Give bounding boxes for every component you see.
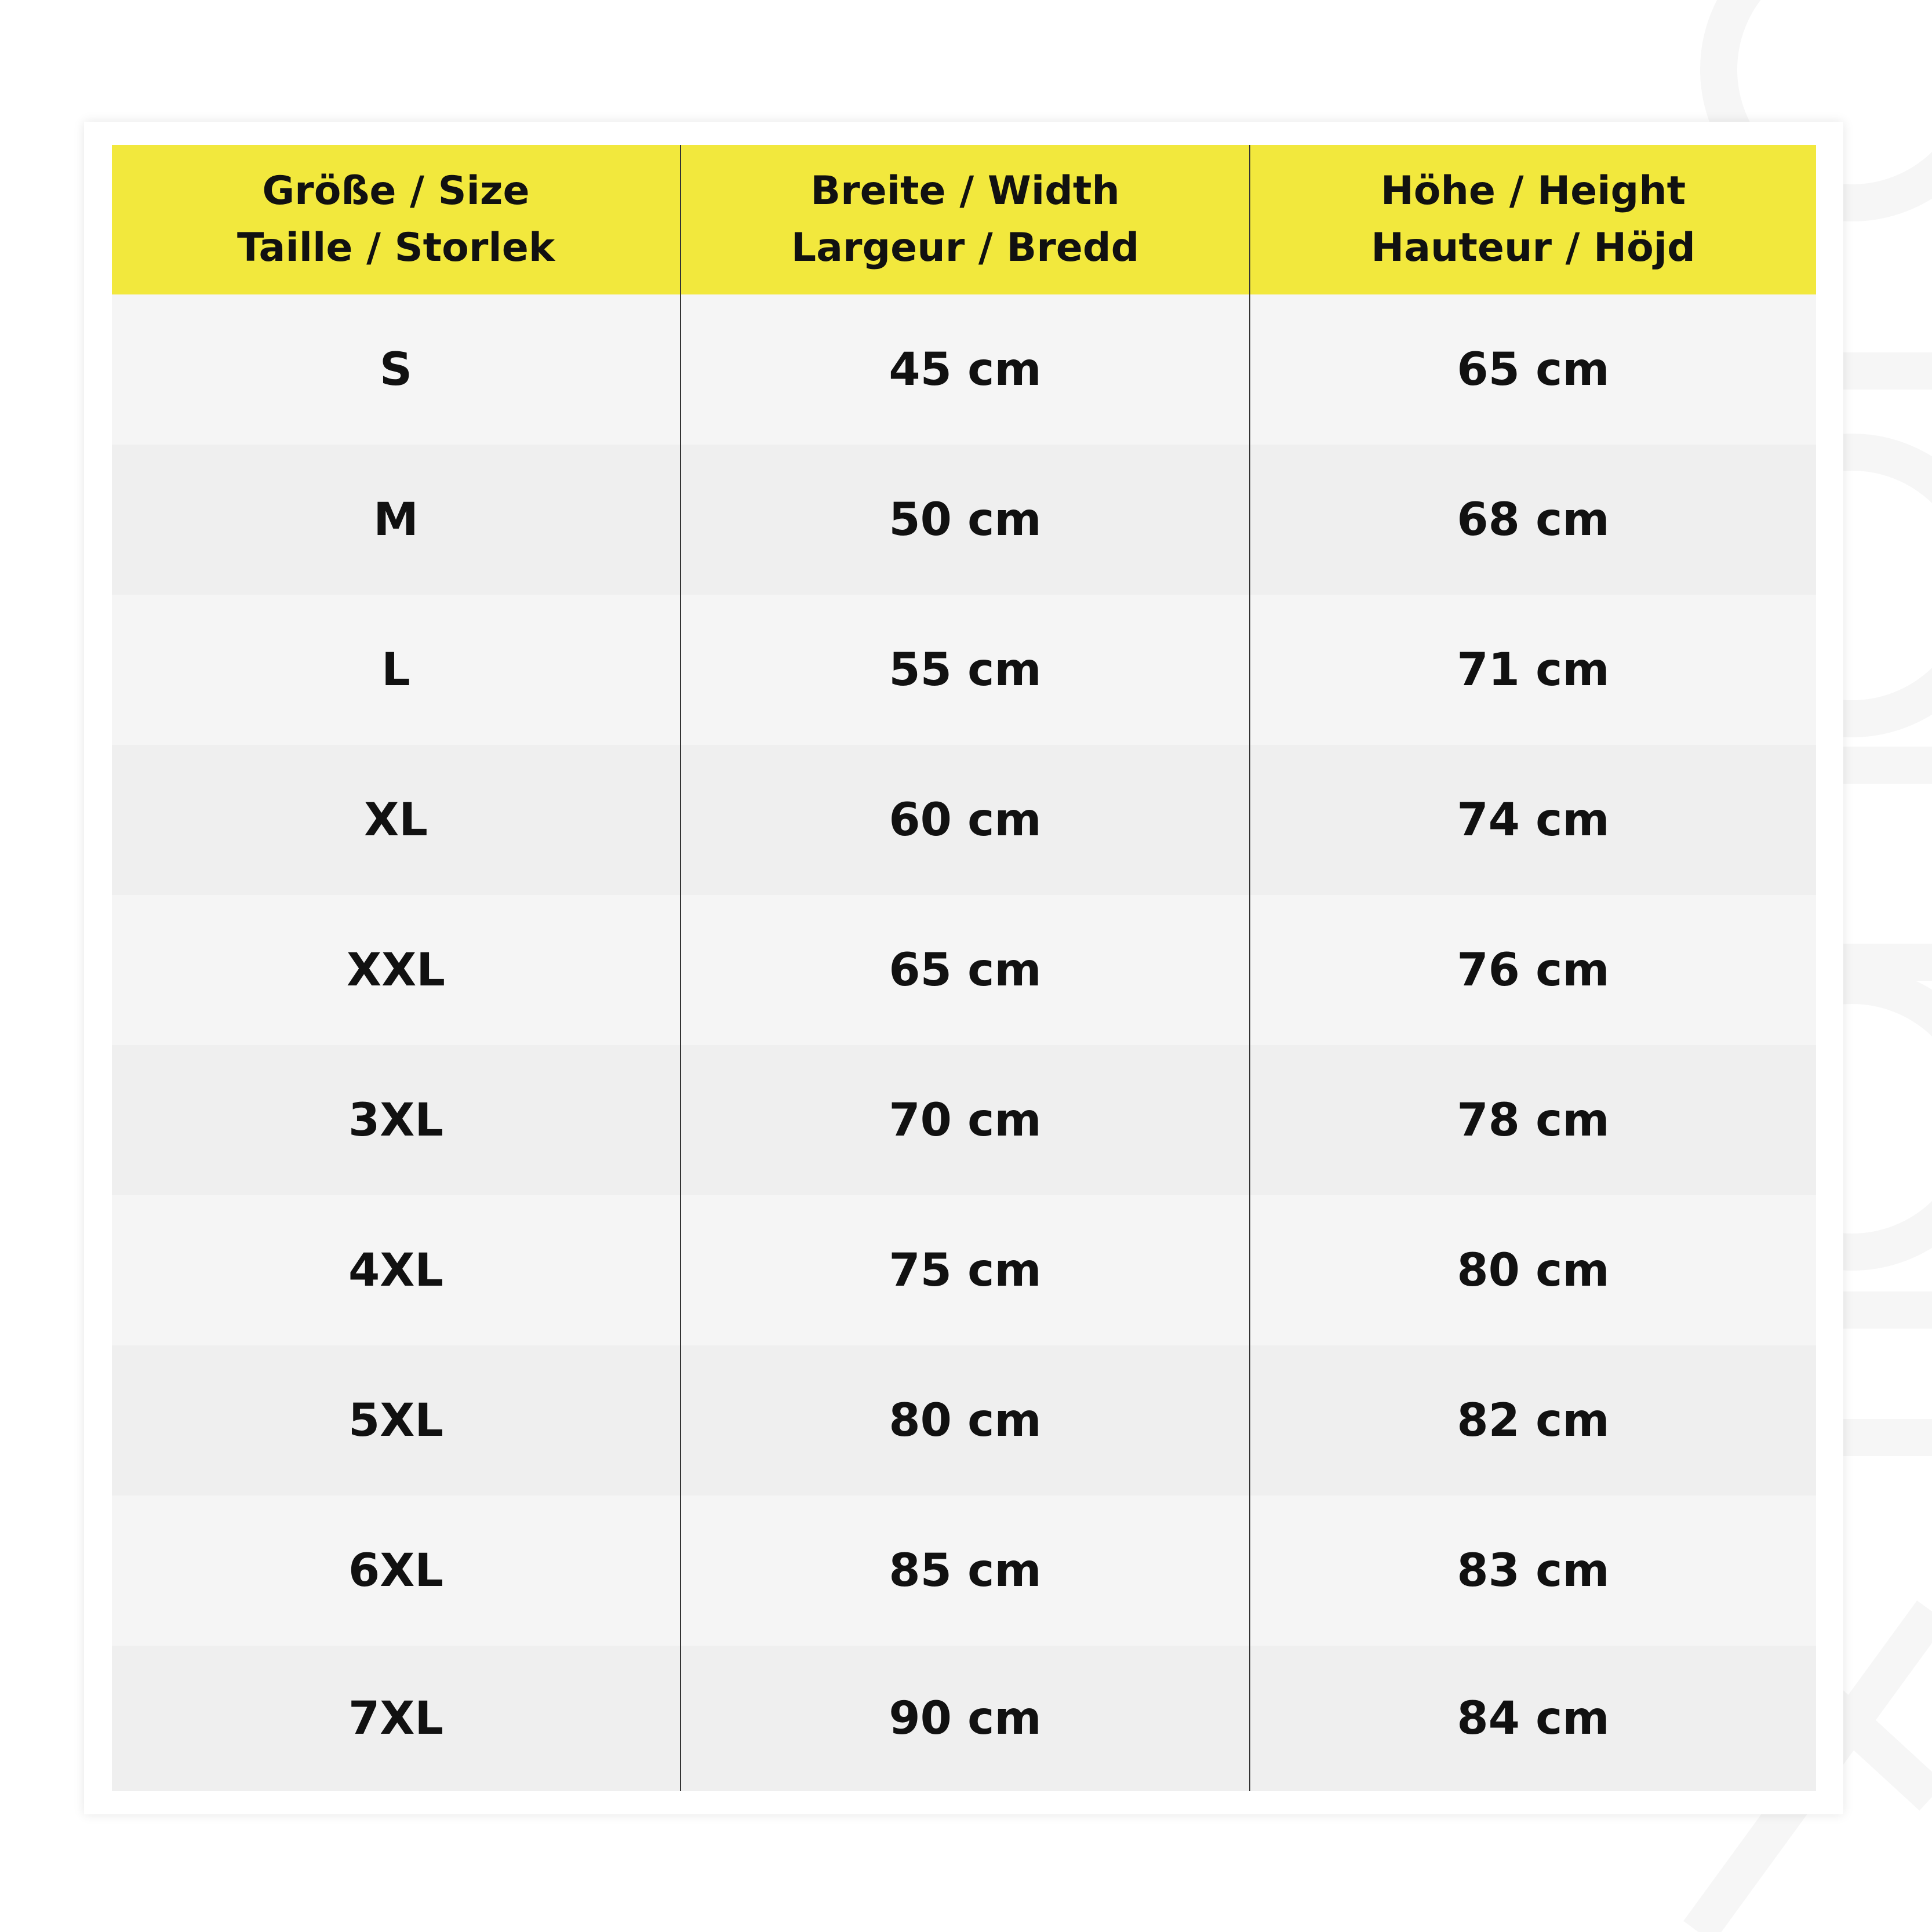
table-row	[112, 745, 1816, 895]
header-height-line1: Höhe / Height	[1380, 168, 1686, 214]
size-cell: 5XL	[348, 1394, 444, 1447]
width-cell: 85 cm	[889, 1544, 1042, 1597]
width-cell: 70 cm	[889, 1094, 1042, 1147]
height-cell: 83 cm	[1457, 1544, 1610, 1597]
height-cell: 68 cm	[1457, 493, 1610, 546]
size-cell: L	[381, 643, 410, 696]
header-size-line2: Taille / Storlek	[237, 225, 555, 271]
table-row	[112, 595, 1816, 745]
size-cell: 4XL	[348, 1244, 444, 1297]
width-cell: 65 cm	[889, 944, 1042, 996]
table-row	[112, 294, 1816, 445]
column-divider	[1249, 145, 1250, 1791]
table-row	[112, 1345, 1816, 1496]
width-cell: 75 cm	[889, 1244, 1042, 1297]
width-cell: 90 cm	[889, 1692, 1042, 1745]
column-divider	[680, 145, 681, 1791]
size-cell: XL	[364, 794, 428, 846]
size-cell: 6XL	[348, 1544, 444, 1597]
header-height-line2: Hauteur / Höjd	[1371, 225, 1695, 271]
table-row	[112, 445, 1816, 595]
width-cell: 80 cm	[889, 1394, 1042, 1447]
size-cell: 3XL	[348, 1094, 444, 1147]
width-cell: 45 cm	[889, 343, 1042, 396]
height-cell: 71 cm	[1457, 643, 1610, 696]
size-cell: S	[379, 343, 413, 396]
table-row	[112, 1496, 1816, 1646]
header-width-line1: Breite / Width	[810, 168, 1120, 214]
size-cell: XXL	[347, 944, 445, 996]
height-cell: 76 cm	[1457, 944, 1610, 996]
height-cell: 74 cm	[1457, 794, 1610, 846]
size-chart-card	[84, 122, 1843, 1814]
header-width	[681, 145, 1249, 294]
width-cell: 55 cm	[889, 643, 1042, 696]
height-cell: 80 cm	[1457, 1244, 1610, 1297]
height-cell: 84 cm	[1457, 1692, 1610, 1745]
table-row	[112, 1195, 1816, 1345]
header-size	[112, 145, 680, 294]
size-chart-table	[112, 145, 1816, 1791]
size-cell: 7XL	[348, 1692, 444, 1745]
header-size-line1: Größe / Size	[262, 168, 530, 214]
height-cell: 78 cm	[1457, 1094, 1610, 1147]
header-height	[1250, 145, 1816, 294]
height-cell: 82 cm	[1457, 1394, 1610, 1447]
width-cell: 50 cm	[889, 493, 1042, 546]
table-header	[112, 145, 1816, 294]
header-width-line2: Largeur / Bredd	[791, 225, 1140, 271]
width-cell: 60 cm	[889, 794, 1042, 846]
height-cell: 65 cm	[1457, 343, 1610, 396]
table-row	[112, 1646, 1816, 1791]
size-cell: M	[373, 493, 419, 546]
table-row	[112, 1045, 1816, 1195]
table-row	[112, 895, 1816, 1045]
